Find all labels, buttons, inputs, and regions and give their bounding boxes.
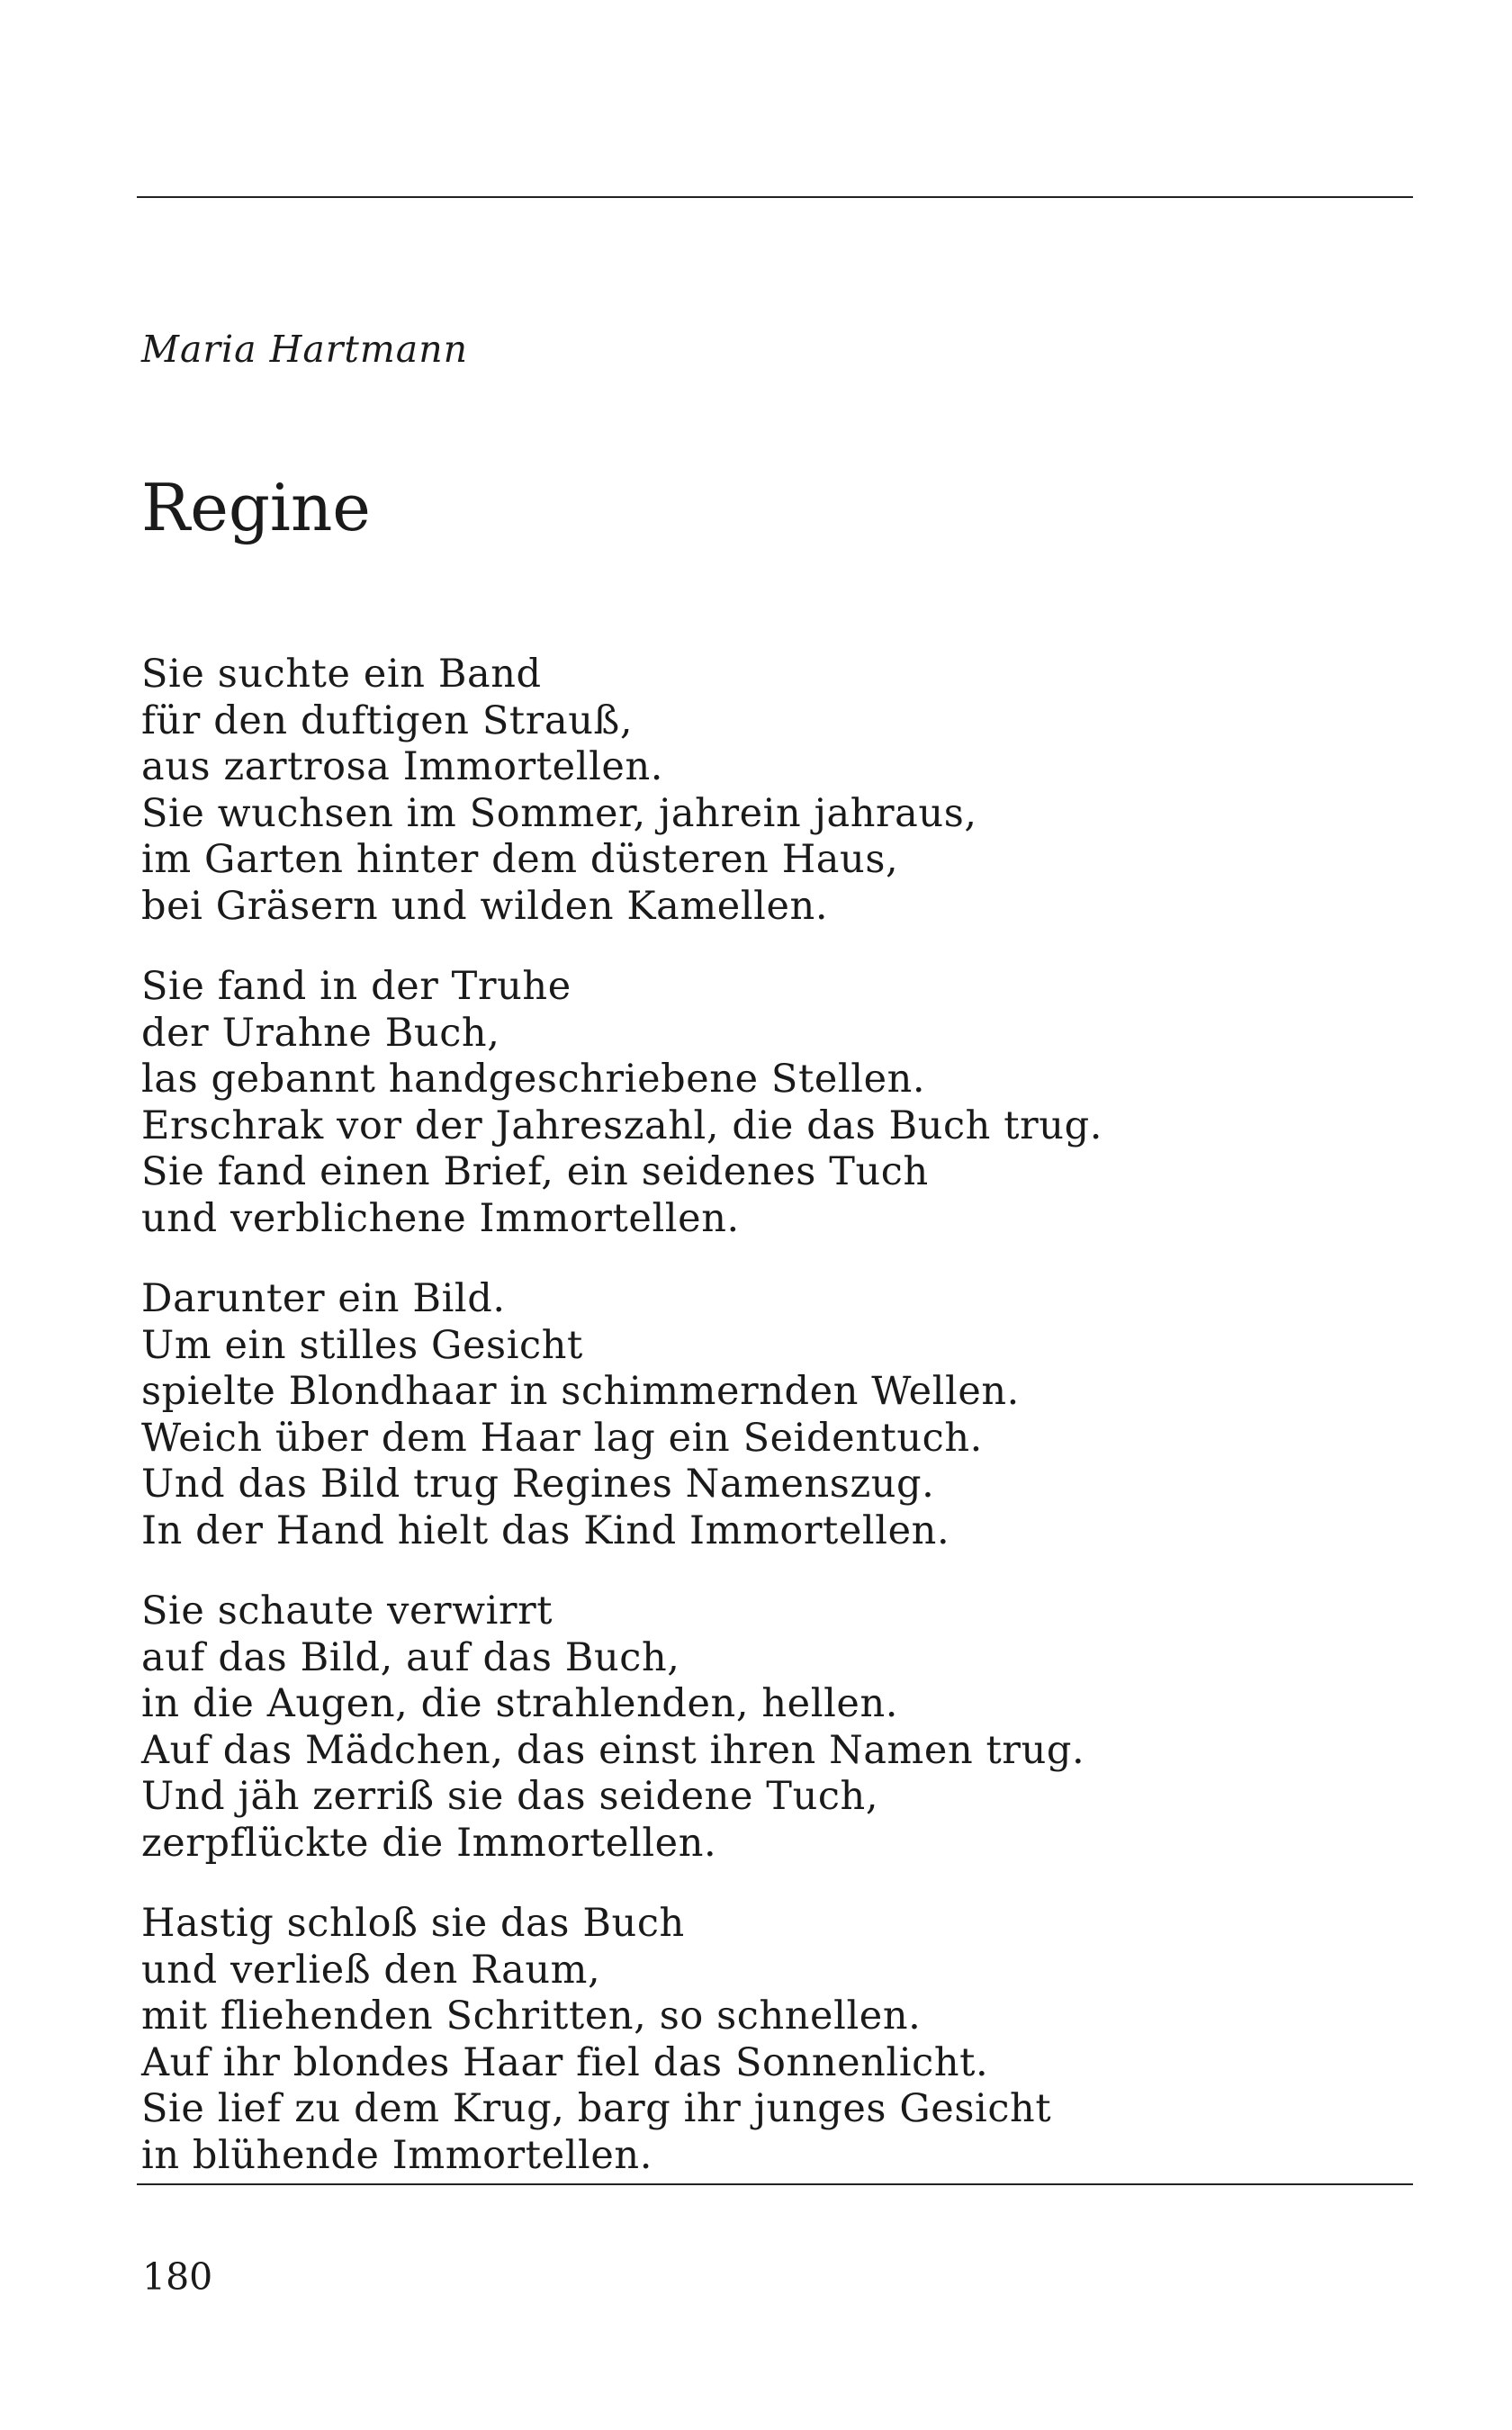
poem-line: und verließ den Raum, (141, 1947, 601, 1993)
poem-line: spielte Blondhaar in schimmernden Wellen. (141, 1369, 1020, 1414)
poem-title: Regine (141, 470, 371, 545)
poem-line: Hastig schloß sie das Buch (141, 1901, 685, 1946)
poem-line: bei Gräsern und wilden Kamellen. (141, 883, 829, 929)
poem-line: Sie wuchsen im Sommer, jahrein jahraus, (141, 790, 977, 836)
poem-line: Und jäh zerriß sie das seidene Tuch, (141, 1774, 879, 1819)
poem-line: und verblichene Immortellen. (141, 1195, 740, 1241)
poem-line: in die Augen, die strahlenden, hellen. (141, 1681, 899, 1726)
poem-line: in blühende Immortellen. (141, 2132, 652, 2178)
poem-line: In der Hand hielt das Kind Immortellen. (141, 1508, 950, 1553)
poem-line: im Garten hinter dem düsteren Haus, (141, 837, 899, 882)
poem-line: aus zartrosa Immortellen. (141, 744, 664, 789)
poem-line: Sie lief zu dem Krug, barg ihr junges Gesicht (141, 2086, 1052, 2131)
page-number: 180 (142, 2255, 213, 2299)
poem-line: Weich über dem Haar lag ein Seidentuch. (141, 1415, 983, 1461)
poem-line: Sie schaute verwirrt (141, 1588, 554, 1634)
poem-line: Um ein stilles Gesicht (141, 1322, 583, 1368)
poem-line: Auf ihr blondes Haar fiel das Sonnenlicht. (141, 2039, 989, 2085)
poem-line: mit fliehenden Schritten, so schnellen. (141, 1994, 922, 2038)
stanza-5 (141, 1901, 1401, 2179)
poem-line: für den duftigen Strauß, (141, 698, 634, 743)
poem-line: las gebannt handgeschriebene Stellen. (141, 1057, 926, 1102)
author-name: Maria Hartmann (141, 328, 469, 371)
stanza-1 (141, 652, 1401, 930)
poem-line: der Urahne Buch, (141, 1010, 500, 1056)
poem-line: Sie suchte ein Band (141, 652, 542, 697)
stanza-4 (141, 1588, 1401, 1867)
poem-line: Erschrak vor der Jahreszahl, die das Buch trug. (141, 1102, 1102, 1148)
stanza-3 (141, 1276, 1401, 1554)
poem-line: Und das Bild trug Regines Namenszug. (141, 1462, 935, 1507)
stanza-2 (141, 964, 1401, 1242)
poem-line: zerpflückte die Immortellen. (141, 1820, 717, 1866)
poem-line: Auf das Mädchen, das einst ihren Namen trug. (141, 1727, 1085, 1773)
poem-line: Sie fand in der Truhe (141, 964, 572, 1009)
top-rule (137, 196, 1413, 198)
bottom-rule (137, 2183, 1413, 2185)
poem-line: auf das Bild, auf das Buch, (141, 1634, 680, 1680)
poem-line: Darunter ein Bild. (141, 1276, 506, 1321)
poem-line: Sie fand einen Brief, ein seidenes Tuch (141, 1149, 929, 1194)
poem-body (141, 652, 1401, 2213)
